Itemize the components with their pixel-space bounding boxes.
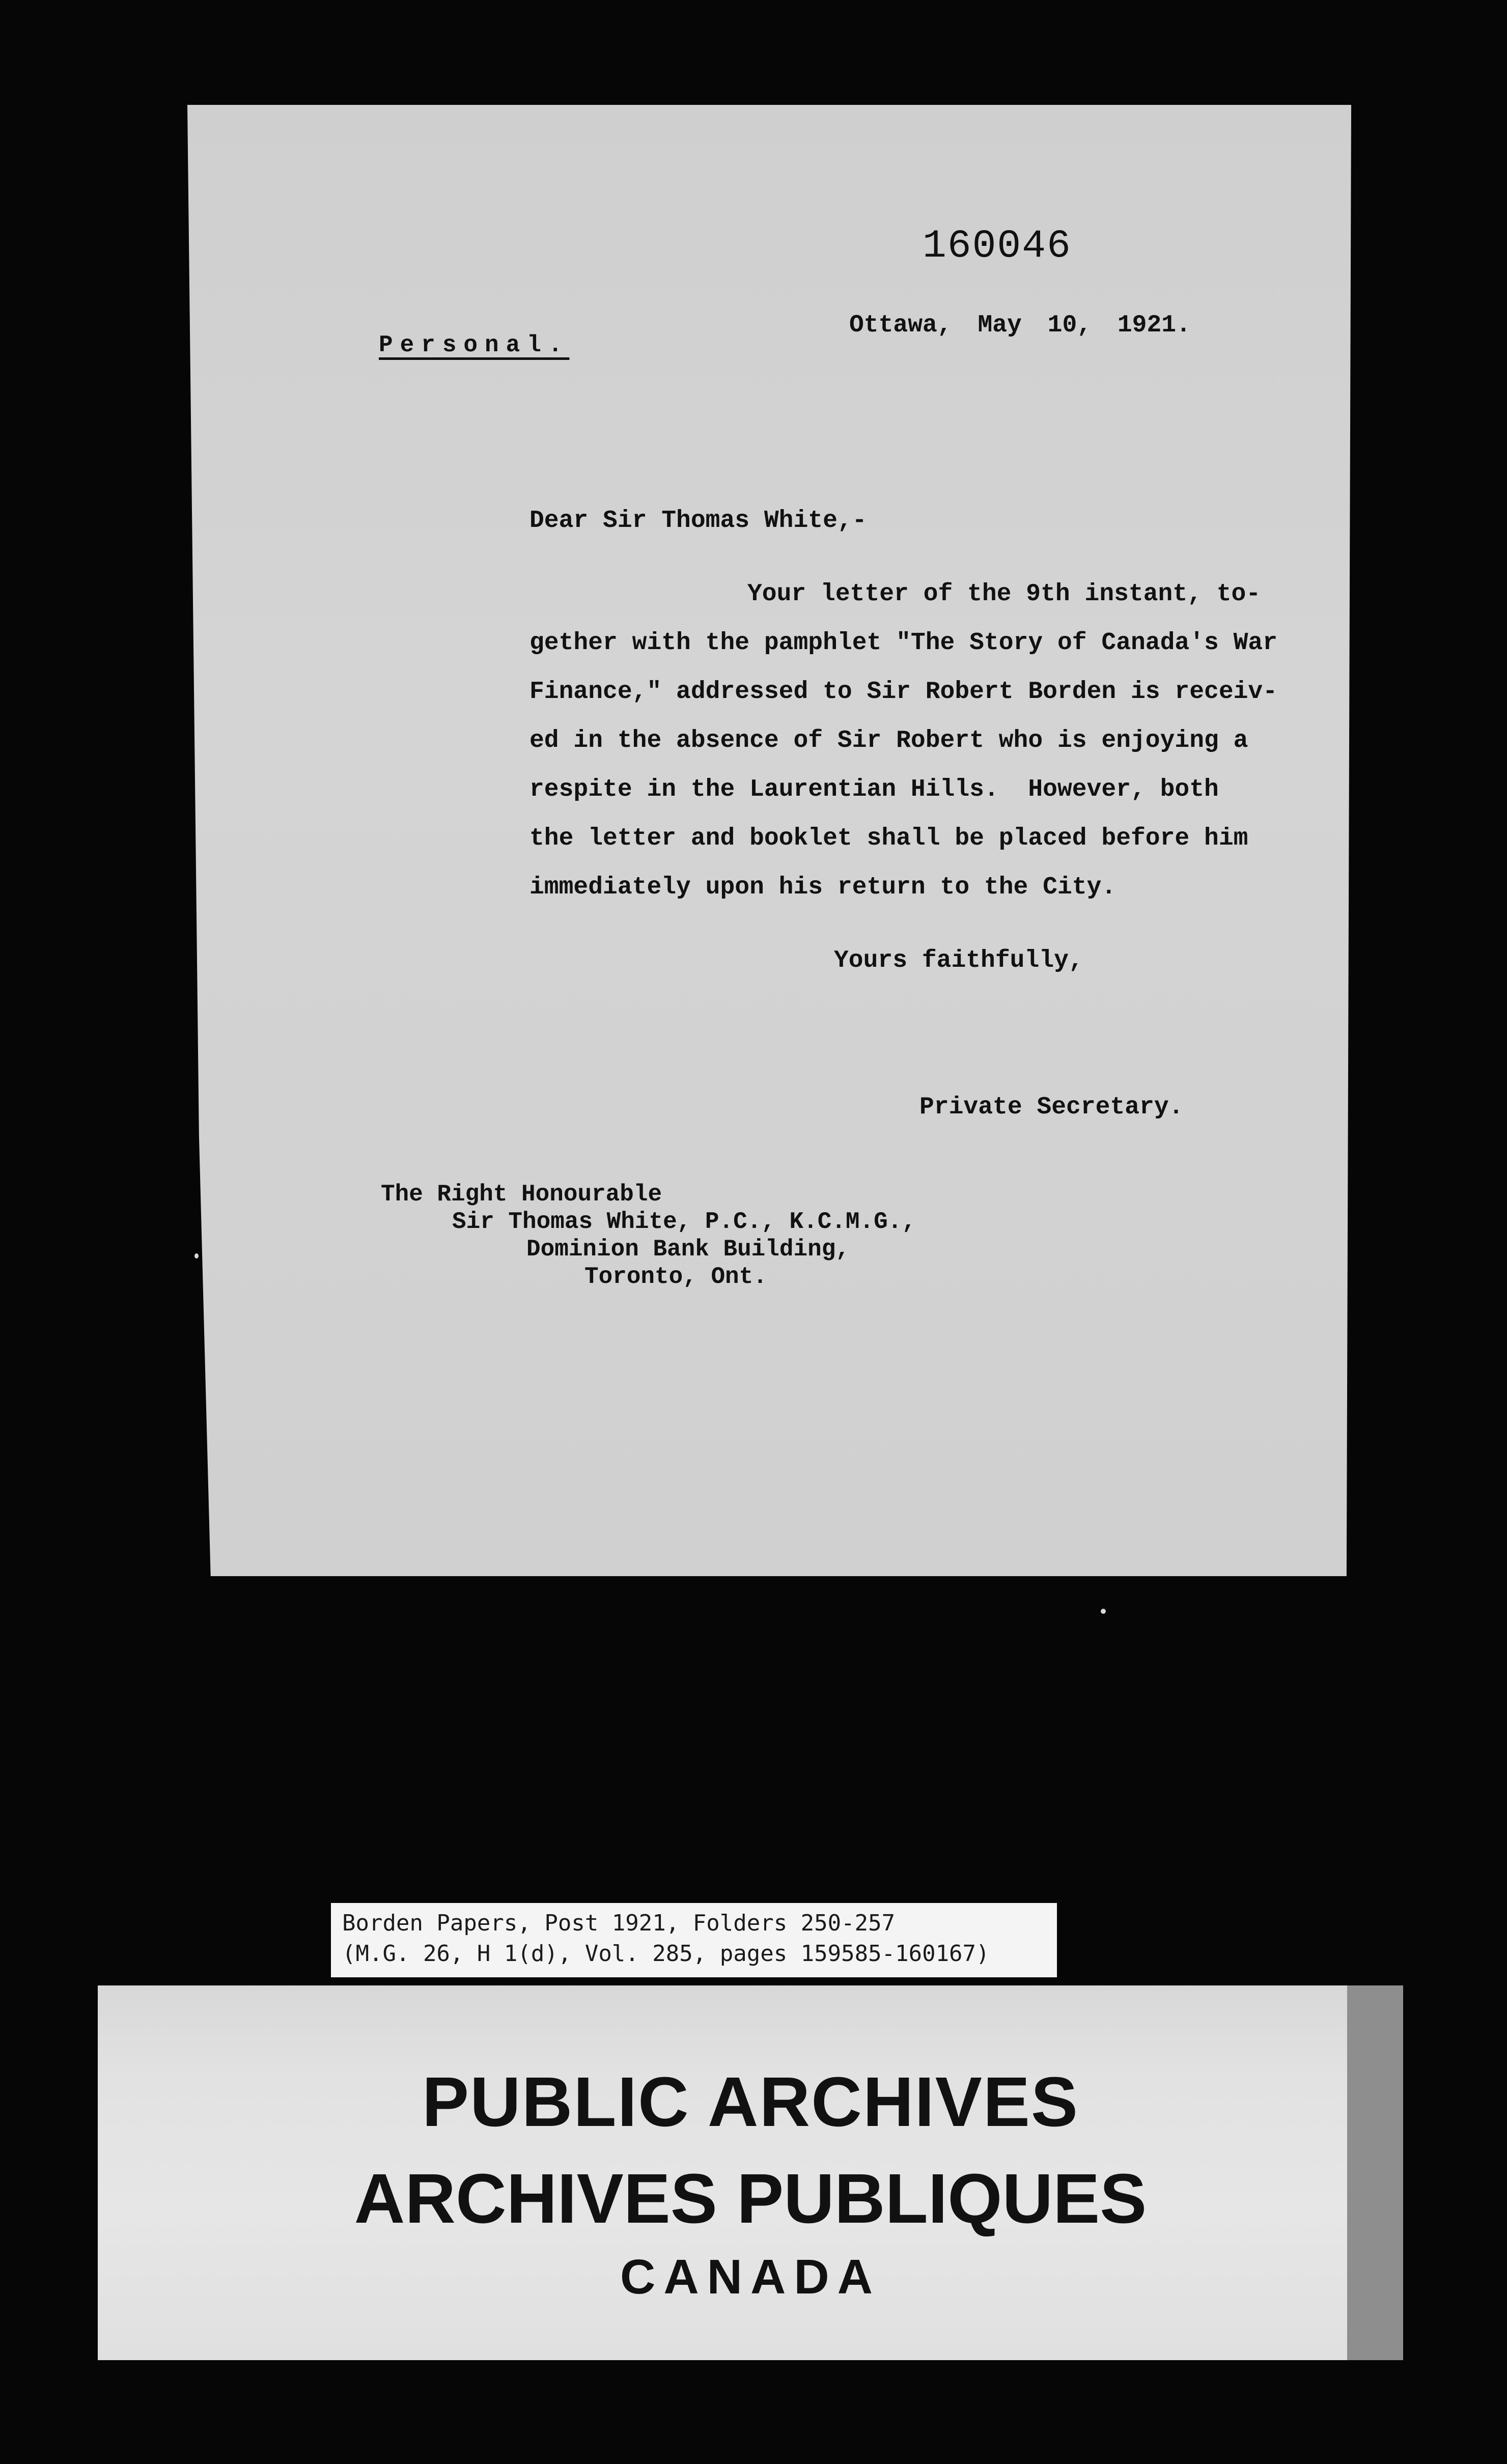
reference-line: Borden Papers, Post 1921, Folders 250-257: [342, 1910, 896, 1936]
letter-body-line: Finance," addressed to Sir Robert Borden is receiv-: [529, 678, 1278, 706]
letter-dateline: Ottawa, May 10, 1921.: [849, 312, 1191, 339]
address-line: Dominion Bank Building,: [526, 1236, 850, 1263]
dust-speck: [1101, 1609, 1106, 1614]
letter-salutation: Dear Sir Thomas White,-: [529, 507, 867, 535]
letter-body-line: the letter and booklet shall be placed before him: [529, 825, 1248, 852]
stamp-title-english: PUBLIC ARCHIVES: [422, 2063, 1079, 2141]
address-line: Sir Thomas White, P.C., K.C.M.G.,: [452, 1209, 916, 1235]
letter-body-line: ed in the absence of Sir Robert who is enjoying a: [529, 727, 1248, 754]
stamp-country: CANADA: [620, 2250, 881, 2304]
letter-closing: Yours faithfully,: [834, 947, 1083, 974]
document-number: 160046: [923, 224, 1072, 269]
letter-body-line: Your letter of the 9th instant, to-: [747, 580, 1261, 608]
reference-line: (M.G. 26, H 1(d), Vol. 285, pages 159585-160167): [342, 1941, 990, 1967]
address-line: Toronto, Ont.: [584, 1264, 767, 1290]
letter-body-line: respite in the Laurentian Hills. However, both: [529, 776, 1219, 803]
letter-heading-personal: Personal.: [379, 332, 570, 358]
dust-speck: [194, 1253, 199, 1258]
public-archives-stamp: [98, 1985, 1403, 2360]
letter-body-line: immediately upon his return to the City.: [529, 874, 1117, 901]
address-line: The Right Honourable: [381, 1181, 662, 1208]
archive-reference-label: [331, 1903, 1057, 1977]
letter-body-line: gether with the pamphlet "The Story of Canada's War: [529, 629, 1278, 657]
letter-signature: Private Secretary.: [919, 1094, 1184, 1121]
stamp-title-french: ARCHIVES PUBLIQUES: [354, 2160, 1147, 2238]
